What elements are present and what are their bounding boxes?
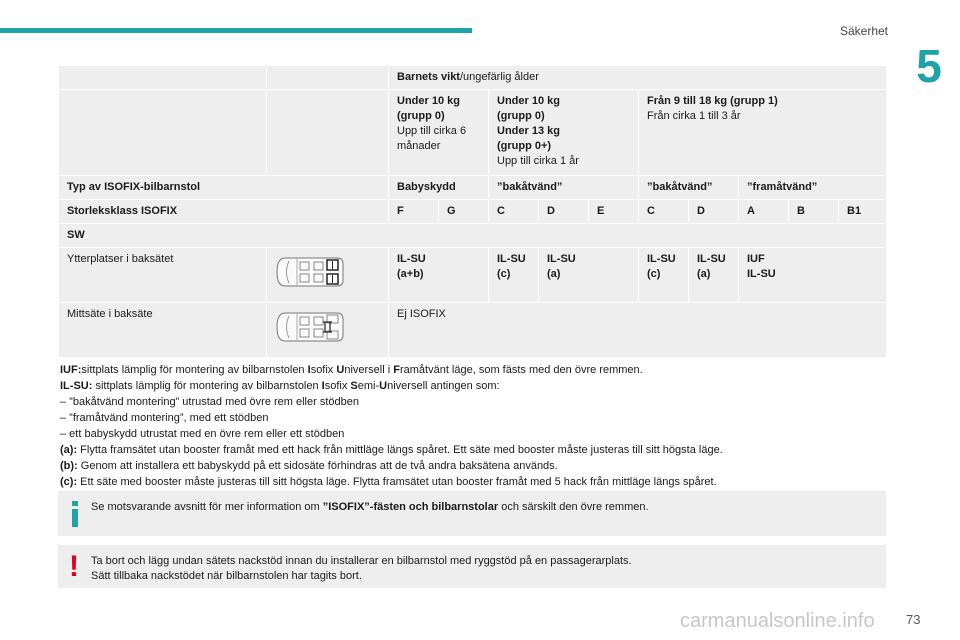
isofix-table — [58, 65, 887, 358]
note-dash: – ett babyskydd utrustat med en övre rem eller ett stödben — [60, 428, 345, 440]
table-row — [59, 90, 887, 176]
warning-box — [58, 545, 886, 588]
type-value: ”bakåtvänd” — [639, 176, 739, 200]
size-class: G — [439, 200, 489, 224]
outer-seat-value: IL-SU (a) — [689, 248, 739, 303]
legend-notes — [60, 362, 890, 490]
note-dash: – ”bakåtvänd montering” utrustad med övre rem eller stödben — [60, 396, 359, 408]
size-class: C — [639, 200, 689, 224]
outer-seat-value: IL-SU (c) — [489, 248, 539, 303]
size-class: E — [589, 200, 639, 224]
chapter-number: 5 — [916, 40, 942, 92]
warning-icon: ! — [69, 550, 79, 583]
note-ilsu: IL-SU: sittplats lämplig för montering av bilbarnstolen Isofix Semi-Universell antingen som: — [60, 380, 500, 392]
outer-seat-value: IUF IL-SU — [739, 248, 887, 303]
info-text: Se motsvarande avsnitt för mer information om ”ISOFIX”-fästen och bilbarnstolar och särskilt den övre remmen. — [91, 501, 649, 513]
middle-seat-value: Ej ISOFIX — [389, 303, 887, 358]
table-cell — [267, 66, 389, 90]
page-number: 73 — [906, 612, 921, 627]
watermark: carmanualsonline.info — [680, 610, 875, 632]
table-row — [59, 66, 887, 90]
type-value: ”framåtvänd” — [739, 176, 887, 200]
table-row — [59, 303, 887, 358]
type-value: ”bakåtvänd” — [489, 176, 639, 200]
middle-seat-label: Mittsäte i baksäte — [59, 303, 267, 358]
table-cell — [267, 248, 389, 303]
car-seat-diagram-middle — [275, 309, 345, 345]
size-class: A — [739, 200, 789, 224]
size-class: C — [489, 200, 539, 224]
table-cell — [267, 303, 389, 358]
table-row — [59, 200, 887, 224]
note-c: (c): Ett säte med booster måste justeras till sitt högsta läge. Flytta framsätet utan booster framåt med 5 hack från mittläge längs spåret. — [60, 476, 717, 488]
size-class: F — [389, 200, 439, 224]
weight-group-0plus: Under 10 kg (grupp 0) Under 13 kg (grupp 0+) Upp till cirka 1 år — [489, 90, 639, 176]
section-title: Säkerhet — [839, 24, 888, 38]
table-cell — [267, 90, 389, 176]
car-seat-diagram-outer — [275, 254, 345, 290]
note-a: (a): Flytta framsätet utan booster framåt med ett hack från mittläge längs spåret. Ett säte med booster måste justeras till sitt högsta läge. — [60, 444, 723, 456]
size-label: Storleksklass ISOFIX — [59, 200, 389, 224]
table-cell — [59, 90, 267, 176]
type-label: Typ av ISOFIX-bilbarnstol — [59, 176, 389, 200]
table-row — [59, 224, 887, 248]
info-box — [58, 491, 886, 536]
weight-group-0: Under 10 kg (grupp 0) Upp till cirka 6 månader — [389, 90, 489, 176]
size-class: B — [789, 200, 839, 224]
table-row — [59, 176, 887, 200]
type-value: Babyskydd — [389, 176, 489, 200]
outer-seat-value: IL-SU (a+b) — [389, 248, 489, 303]
header-accent-bar — [0, 28, 472, 33]
weight-group-1: Från 9 till 18 kg (grupp 1) Från cirka 1 till 3 år — [639, 90, 887, 176]
outer-seat-value: IL-SU (a) — [539, 248, 639, 303]
note-b: (b): Genom att installera ett babyskydd på ett sidosäte förhindras att de två andra baksätena används. — [60, 460, 558, 472]
warning-text: Ta bort och lägg undan sätets nackstöd innan du installerar en bilbarnstol med ryggstöd på en passagerarplats. Sätt tillbaka nackstödet när bilbarnstolen har tagits bort. — [91, 555, 632, 582]
size-class: B1 — [839, 200, 887, 224]
outer-seats-label: Ytterplatser i baksätet — [59, 248, 267, 303]
outer-seat-value: IL-SU (c) — [639, 248, 689, 303]
table-row — [59, 248, 887, 303]
weight-header: Barnets vikt/ungefärlig ålder — [389, 66, 887, 90]
note-dash: – ”framåtvänd montering”, med ett stödben — [60, 412, 269, 424]
note-iuf: IUF:sittplats lämplig för montering av bilbarnstolen Isofix Universell i Framåtvänt läge, som fästs med den övre remmen. — [60, 364, 643, 376]
info-icon — [70, 501, 80, 527]
table-cell — [59, 66, 267, 90]
size-class: D — [539, 200, 589, 224]
size-class: D — [689, 200, 739, 224]
model-label: SW — [59, 224, 887, 248]
